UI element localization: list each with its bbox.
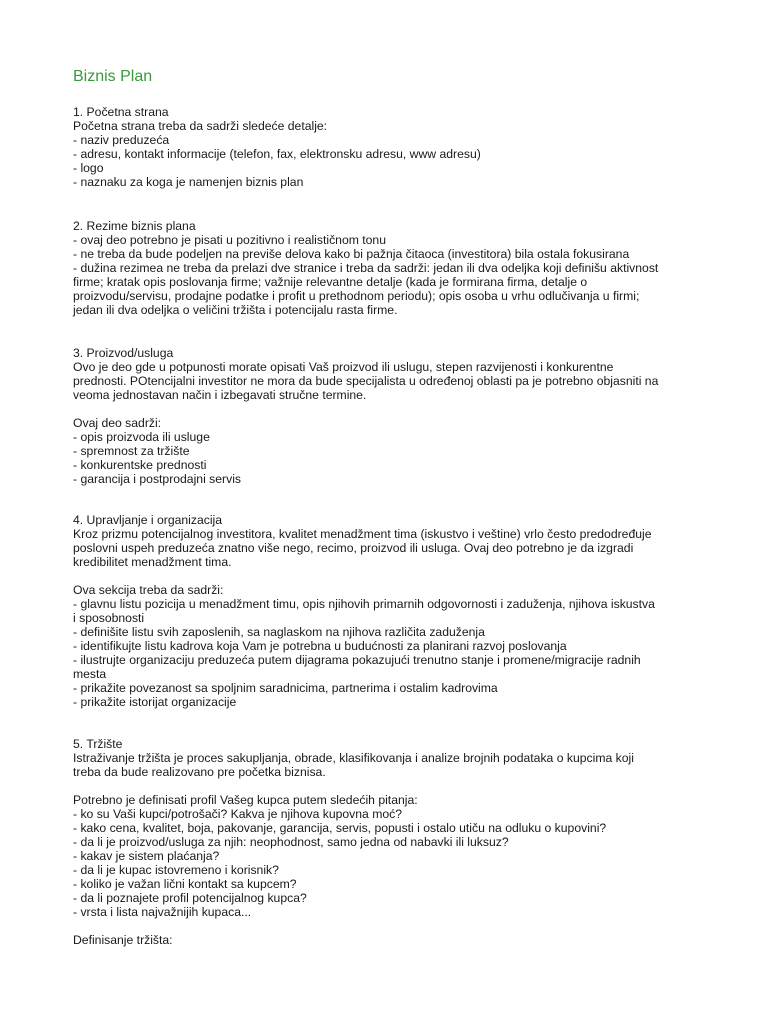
list-item-continuation: firme; kratak opis poslovanja firme; važnije relevantne detalje (kada je formirana firma, detalje o [73, 275, 588, 289]
spacer [73, 402, 703, 416]
section-upravljanje [73, 513, 703, 709]
paragraph-line: Kroz prizmu potencijalnog investitora, kvalitet menadžment tima (iskustvo i veštine) vrlo često predodređuje [73, 527, 652, 541]
section-heading: 1. Početna strana [73, 105, 169, 119]
section-heading: 3. Proizvod/usluga [73, 346, 174, 360]
list-item: - ilustrujte organizaciju preduzeća putem dijagrama pokazujući trenutno stanje i promene/migracije radnih [73, 653, 641, 667]
paragraph-line: prednosti. POtencijalni investitor ne mora da bude specijalista u određenoj oblasti pa je potrebno objasniti na [73, 374, 659, 388]
list-item: - naznaku za koga je namenjen biznis plan [73, 175, 304, 189]
paragraph-line: Ovo je deo gde u potpunosti morate opisati Vaš proizvod ili uslugu, stepen razvijenosti i konkurentne [73, 360, 614, 374]
sub-heading: Ovaj deo sadrži: [73, 416, 162, 430]
list-item: - ko su Vaši kupci/potrošači? Kakva je njihova kupovna moć? [73, 807, 403, 821]
section-heading: 4. Upravljanje i organizacija [73, 513, 223, 527]
paragraph-line: veoma jednostavan način i izbegavati stručne termine. [73, 388, 367, 402]
paragraph-line: Istraživanje tržišta je proces sakupljanja, obrade, klasifikovanja i analize brojnih podataka o kupcima koji [73, 751, 634, 765]
list-item: - opis proizvoda ili usluge [73, 430, 210, 444]
spacer [73, 779, 703, 793]
list-item: - naziv preduzeća [73, 133, 170, 147]
list-item: - prikažite istorijat organizacije [73, 695, 237, 709]
list-item: - definišite listu svih zaposlenih, sa naglaskom na njihova različita zaduženja [73, 625, 485, 639]
section-pocetna-strana [73, 105, 703, 189]
spacer [73, 919, 703, 933]
list-item: - prikažite povezanost sa spoljnim saradnicima, partnerima i ostalim kadrovima [73, 681, 498, 695]
list-item: - da li je proizvod/usluga za njih: neophodnost, samo jedna od nabavki ili luksuz? [73, 835, 509, 849]
list-item: - adresu, kontakt informacije (telefon, fax, elektronsku adresu, www adresu) [73, 147, 481, 161]
section-proizvod-usluga [73, 346, 703, 486]
list-item-continuation: proizvodu/servisu, prodajne podatke i profit u prethodnom periodu); opis osoba u vrhu odlučivanja u firmi; [73, 289, 640, 303]
paragraph-line: kredibilitet menadžment tima. [73, 555, 232, 569]
list-item: - da li poznajete profil potencijalnog kupca? [73, 891, 307, 905]
sub-heading: Definisanje tržišta: [73, 933, 173, 947]
list-item: - spremnost za tržište [73, 444, 190, 458]
list-item: - kakav je sistem plaćanja? [73, 849, 220, 863]
paragraph-line: treba da bude realizovano pre početka biznisa. [73, 765, 326, 779]
list-item: - da li je kupac istovremeno i korisnik? [73, 863, 279, 877]
list-item: - ovaj deo potrebno je pisati u pozitivno i realističnom tonu [73, 233, 386, 247]
section-rezime [73, 219, 703, 317]
list-item: - vrsta i lista najvažnijih kupaca... [73, 905, 252, 919]
section-heading: 2. Rezime biznis plana [73, 219, 196, 233]
list-item: - identifikujte listu kadrova koja Vam je potrebna u budućnosti za planirani razvoj poslovanja [73, 639, 567, 653]
list-item: - koliko je važan lični kontakt sa kupcem? [73, 877, 297, 891]
list-item: - konkurentske prednosti [73, 458, 207, 472]
list-item: - garancija i postprodajni servis [73, 472, 241, 486]
list-item-continuation: jedan ili dva odeljka o veličini tržišta i potencijalu rasta firme. [73, 303, 398, 317]
list-item-continuation: i sposobnosti [73, 611, 145, 625]
paragraph-line: poslovni uspeh preduzeća znatno više nego, recimo, proizvod ili usluga. Ovaj deo potrebno je da izgradi [73, 541, 634, 555]
list-item: - logo [73, 161, 104, 175]
list-item: - glavnu listu pozicija u menadžment timu, opis njihovih primarnih odgovornosti i zaduženja, njihova iskustva [73, 597, 655, 611]
list-item: - ne treba da bude podeljen na previše delova kako bi pažnja čitaoca (investitora) bila ostala fokusirana [73, 247, 630, 261]
list-item: - dužina rezimea ne treba da prelazi dve stranice i treba da sadrži: jedan ili dva odeljka koji definišu aktivnost [73, 261, 659, 275]
sub-heading: Potrebno je definisati profil Vašeg kupca putem sledećih pitanja: [73, 793, 418, 807]
section-trziste [73, 737, 703, 947]
section-intro: Početna strana treba da sadrži sledeće detalje: [73, 119, 328, 133]
list-item-continuation: mesta [73, 667, 107, 681]
page-title: Biznis Plan [73, 68, 153, 85]
spacer [73, 569, 703, 583]
section-heading: 5. Tržište [73, 737, 123, 751]
list-item: - kako cena, kvalitet, boja, pakovanje, garancija, servis, popusti i ostalo utiču na odluku o kupovini? [73, 821, 607, 835]
sub-heading: Ova sekcija treba da sadrži: [73, 583, 224, 597]
